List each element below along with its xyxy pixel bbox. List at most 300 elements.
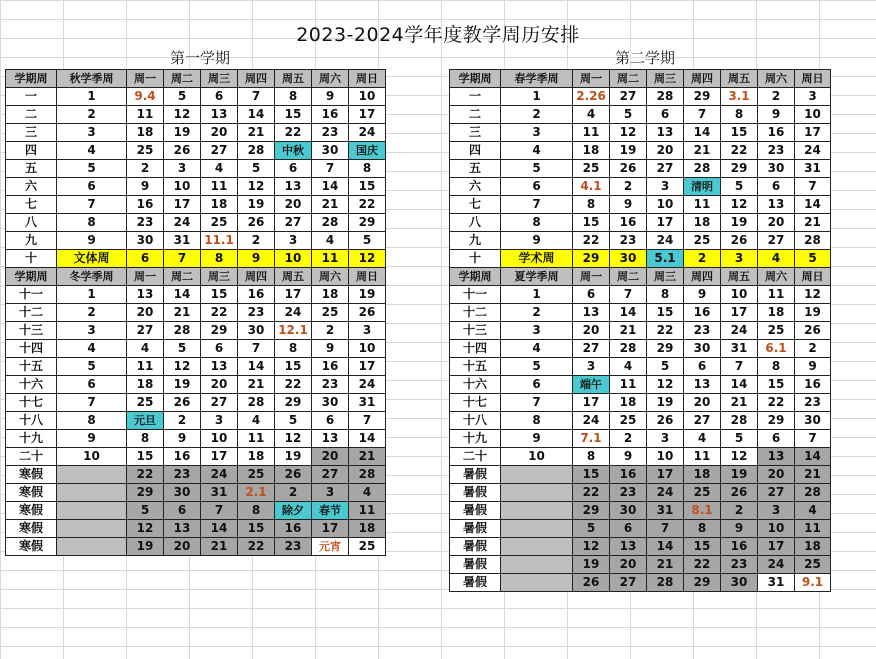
date-cell: 21 <box>312 196 349 214</box>
date-cell: 20 <box>201 376 238 394</box>
column-header: 周三 <box>647 268 684 286</box>
quarter-week-cell: 7 <box>57 196 127 214</box>
date-cell: 4.1 <box>573 178 610 196</box>
week-label: 十三 <box>450 322 501 340</box>
date-cell: 27 <box>201 142 238 160</box>
date-cell: 31 <box>795 160 831 178</box>
date-cell: 3 <box>275 232 312 250</box>
date-cell: 6 <box>758 178 795 196</box>
date-cell: 8 <box>275 340 312 358</box>
table-row <box>6 502 386 520</box>
date-cell: 5 <box>127 502 164 520</box>
quarter-week-cell <box>57 466 127 484</box>
date-cell: 元宵 <box>312 538 349 556</box>
date-cell: 14 <box>721 376 758 394</box>
date-cell: 12 <box>647 376 684 394</box>
date-cell: 12 <box>795 286 831 304</box>
date-cell: 12 <box>164 106 201 124</box>
date-cell: 20 <box>758 466 795 484</box>
week-label: 十七 <box>6 394 57 412</box>
date-cell: 22 <box>758 394 795 412</box>
date-cell: 5 <box>573 520 610 538</box>
table-row <box>450 412 831 430</box>
date-cell: 14 <box>610 304 647 322</box>
date-cell: 15 <box>127 448 164 466</box>
date-cell: 6 <box>201 88 238 106</box>
date-cell: 19 <box>610 142 647 160</box>
date-cell: 8 <box>721 106 758 124</box>
date-cell: 21 <box>795 214 831 232</box>
column-header: 周五 <box>275 70 312 88</box>
table-row <box>6 430 386 448</box>
table-row <box>450 394 831 412</box>
date-cell: 14 <box>312 178 349 196</box>
date-cell: 15 <box>201 286 238 304</box>
quarter-week-cell: 7 <box>501 196 573 214</box>
table-row <box>6 394 386 412</box>
date-cell: 7 <box>201 502 238 520</box>
date-cell: 26 <box>349 304 386 322</box>
date-cell: 23 <box>610 232 647 250</box>
column-header: 春学季周 <box>501 70 573 88</box>
date-cell: 21 <box>238 124 275 142</box>
table-row <box>6 214 386 232</box>
date-cell: 28 <box>795 484 831 502</box>
date-cell: 30 <box>610 250 647 268</box>
week-label: 寒假 <box>6 538 57 556</box>
quarter-week-cell: 1 <box>57 88 127 106</box>
week-label: 暑假 <box>450 520 501 538</box>
date-cell: 10 <box>349 340 386 358</box>
date-cell: 2.1 <box>238 484 275 502</box>
column-header: 周三 <box>647 70 684 88</box>
date-cell: 23 <box>758 142 795 160</box>
quarter-week-cell: 3 <box>57 124 127 142</box>
date-cell: 10 <box>201 430 238 448</box>
table-row <box>6 286 386 304</box>
quarter-week-cell: 7 <box>57 394 127 412</box>
date-cell: 14 <box>349 430 386 448</box>
quarter-week-cell <box>57 484 127 502</box>
date-cell: 16 <box>610 214 647 232</box>
date-cell: 18 <box>795 538 831 556</box>
quarter-week-cell: 1 <box>501 88 573 106</box>
date-cell: 29 <box>349 214 386 232</box>
date-cell: 12.1 <box>275 322 312 340</box>
table-row <box>450 484 831 502</box>
week-label: 四 <box>450 142 501 160</box>
date-cell: 19 <box>164 376 201 394</box>
date-cell: 26 <box>573 574 610 592</box>
date-cell: 17 <box>758 538 795 556</box>
date-cell: 9.1 <box>795 574 831 592</box>
date-cell: 17 <box>312 520 349 538</box>
week-label: 十七 <box>450 394 501 412</box>
date-cell: 23 <box>610 484 647 502</box>
date-cell: 21 <box>721 394 758 412</box>
week-label: 暑假 <box>450 538 501 556</box>
column-header: 周一 <box>573 70 610 88</box>
week-label: 五 <box>6 160 57 178</box>
quarter-week-cell: 6 <box>57 178 127 196</box>
date-cell: 27 <box>610 574 647 592</box>
week-label: 十九 <box>450 430 501 448</box>
date-cell: 18 <box>127 376 164 394</box>
quarter-week-cell <box>501 556 573 574</box>
date-cell: 4 <box>127 340 164 358</box>
date-cell: 26 <box>647 412 684 430</box>
date-cell: 31 <box>164 232 201 250</box>
date-cell: 28 <box>721 412 758 430</box>
quarter-week-cell: 5 <box>57 358 127 376</box>
quarter-week-cell: 3 <box>501 322 573 340</box>
date-cell: 11 <box>238 430 275 448</box>
date-cell: 13 <box>201 106 238 124</box>
date-cell: 25 <box>610 412 647 430</box>
date-cell: 17 <box>201 448 238 466</box>
date-cell: 27 <box>647 160 684 178</box>
date-cell: 7 <box>795 178 831 196</box>
date-cell: 11 <box>795 520 831 538</box>
quarter-week-cell: 9 <box>501 430 573 448</box>
date-cell: 7 <box>164 250 201 268</box>
date-cell: 4 <box>238 412 275 430</box>
date-cell: 10 <box>758 520 795 538</box>
date-cell: 27 <box>758 232 795 250</box>
quarter-week-cell: 文体周 <box>57 250 127 268</box>
week-label: 十二 <box>450 304 501 322</box>
table-row <box>450 88 831 106</box>
date-cell: 21 <box>795 466 831 484</box>
week-label: 十六 <box>450 376 501 394</box>
quarter-week-cell: 3 <box>57 322 127 340</box>
week-label: 二 <box>450 106 501 124</box>
date-cell: 5 <box>610 106 647 124</box>
date-cell: 31 <box>201 484 238 502</box>
quarter-week-cell: 6 <box>57 376 127 394</box>
column-header: 周二 <box>610 268 647 286</box>
date-cell: 13 <box>758 196 795 214</box>
date-cell: 5 <box>275 412 312 430</box>
date-cell: 12 <box>721 196 758 214</box>
date-cell: 7 <box>312 160 349 178</box>
date-cell: 15 <box>238 520 275 538</box>
date-cell: 7 <box>610 286 647 304</box>
table-row <box>450 340 831 358</box>
date-cell: 22 <box>238 538 275 556</box>
quarter-week-cell: 5 <box>501 358 573 376</box>
week-label: 十 <box>6 250 57 268</box>
date-cell: 6 <box>312 412 349 430</box>
date-cell: 28 <box>238 394 275 412</box>
date-cell: 26 <box>610 160 647 178</box>
week-label: 十四 <box>6 340 57 358</box>
date-cell: 8 <box>275 88 312 106</box>
date-cell: 5 <box>349 232 386 250</box>
date-cell: 2 <box>610 430 647 448</box>
date-cell: 端午 <box>573 376 610 394</box>
semester-1-title: 第一学期 <box>169 49 230 67</box>
date-cell: 8.1 <box>684 502 721 520</box>
quarter-week-cell: 2 <box>57 304 127 322</box>
date-cell: 2 <box>758 88 795 106</box>
date-cell: 9 <box>164 430 201 448</box>
date-cell: 7 <box>795 430 831 448</box>
column-header: 周二 <box>610 70 647 88</box>
column-header: 学期周 <box>450 70 501 88</box>
date-cell: 24 <box>349 376 386 394</box>
week-label: 七 <box>450 196 501 214</box>
table-row <box>450 466 831 484</box>
column-header: 周四 <box>238 268 275 286</box>
table-row <box>6 412 386 430</box>
table-row <box>450 520 831 538</box>
table-row <box>6 160 386 178</box>
week-label: 二 <box>6 106 57 124</box>
date-cell: 18 <box>349 520 386 538</box>
date-cell: 8 <box>201 250 238 268</box>
date-cell: 2 <box>275 484 312 502</box>
date-cell: 3 <box>201 412 238 430</box>
week-label: 九 <box>450 232 501 250</box>
column-header: 周三 <box>201 70 238 88</box>
date-cell: 12 <box>275 430 312 448</box>
week-label: 十九 <box>6 430 57 448</box>
date-cell: 25 <box>127 142 164 160</box>
date-cell: 9 <box>312 88 349 106</box>
table-row <box>450 142 831 160</box>
quarter-week-cell <box>501 484 573 502</box>
quarter-week-cell: 10 <box>501 448 573 466</box>
date-cell: 11 <box>684 196 721 214</box>
date-cell: 5 <box>795 250 831 268</box>
date-cell: 13 <box>684 376 721 394</box>
date-cell: 8 <box>684 520 721 538</box>
column-header: 夏学季周 <box>501 268 573 286</box>
date-cell: 3.1 <box>721 88 758 106</box>
date-cell: 22 <box>275 124 312 142</box>
date-cell: 28 <box>349 466 386 484</box>
date-cell: 5 <box>647 358 684 376</box>
date-cell: 9 <box>312 340 349 358</box>
date-cell: 16 <box>758 124 795 142</box>
week-label: 十三 <box>6 322 57 340</box>
semester-1-calendar-table <box>5 69 386 556</box>
table-row <box>450 232 831 250</box>
date-cell: 5 <box>164 88 201 106</box>
date-cell: 30 <box>312 142 349 160</box>
date-cell: 19 <box>795 304 831 322</box>
date-cell: 17 <box>349 106 386 124</box>
header-row <box>6 268 386 286</box>
date-cell: 国庆 <box>349 142 386 160</box>
date-cell: 8 <box>349 160 386 178</box>
date-cell: 10 <box>795 106 831 124</box>
table-row <box>450 178 831 196</box>
date-cell: 27 <box>312 466 349 484</box>
date-cell: 23 <box>238 304 275 322</box>
date-cell: 2 <box>127 160 164 178</box>
date-cell: 30 <box>312 394 349 412</box>
date-cell: 22 <box>201 304 238 322</box>
date-cell: 15 <box>684 538 721 556</box>
date-cell: 27 <box>610 88 647 106</box>
date-cell: 28 <box>647 88 684 106</box>
date-cell: 31 <box>349 394 386 412</box>
date-cell: 22 <box>349 196 386 214</box>
date-cell: 29 <box>684 574 721 592</box>
date-cell: 9 <box>238 250 275 268</box>
date-cell: 4 <box>201 160 238 178</box>
date-cell: 22 <box>647 322 684 340</box>
date-cell: 3 <box>647 430 684 448</box>
date-cell: 22 <box>573 232 610 250</box>
date-cell: 28 <box>164 322 201 340</box>
date-cell: 13 <box>127 286 164 304</box>
date-cell: 3 <box>573 358 610 376</box>
date-cell: 18 <box>201 196 238 214</box>
date-cell: 7 <box>349 412 386 430</box>
date-cell: 19 <box>127 538 164 556</box>
date-cell: 25 <box>795 556 831 574</box>
date-cell: 2 <box>164 412 201 430</box>
date-cell: 29 <box>201 322 238 340</box>
week-label: 暑假 <box>450 466 501 484</box>
date-cell: 10 <box>275 250 312 268</box>
quarter-week-cell: 8 <box>57 412 127 430</box>
date-cell: 21 <box>684 142 721 160</box>
quarter-week-cell: 学术周 <box>501 250 573 268</box>
date-cell: 26 <box>164 394 201 412</box>
date-cell: 31 <box>647 502 684 520</box>
date-cell: 24 <box>647 232 684 250</box>
date-cell: 6 <box>647 106 684 124</box>
date-cell: 29 <box>127 484 164 502</box>
column-header: 周二 <box>164 268 201 286</box>
date-cell: 28 <box>684 160 721 178</box>
date-cell: 7 <box>721 358 758 376</box>
week-label: 十一 <box>6 286 57 304</box>
date-cell: 9 <box>127 178 164 196</box>
date-cell: 17 <box>795 124 831 142</box>
date-cell: 4 <box>684 430 721 448</box>
quarter-week-cell: 2 <box>501 106 573 124</box>
column-header: 周六 <box>758 70 795 88</box>
date-cell: 18 <box>610 394 647 412</box>
table-row <box>6 250 386 268</box>
date-cell: 27 <box>201 394 238 412</box>
date-cell: 22 <box>684 556 721 574</box>
column-header: 周六 <box>312 70 349 88</box>
table-row <box>6 448 386 466</box>
date-cell: 25 <box>684 232 721 250</box>
date-cell: 8 <box>573 448 610 466</box>
date-cell: 23 <box>795 394 831 412</box>
table-row <box>450 196 831 214</box>
date-cell: 24 <box>201 466 238 484</box>
date-cell: 22 <box>573 484 610 502</box>
date-cell: 29 <box>573 250 610 268</box>
date-cell: 21 <box>238 376 275 394</box>
date-cell: 11 <box>201 178 238 196</box>
week-label: 六 <box>450 178 501 196</box>
column-header: 周五 <box>721 70 758 88</box>
date-cell: 12 <box>573 538 610 556</box>
date-cell: 19 <box>721 466 758 484</box>
date-cell: 18 <box>758 304 795 322</box>
date-cell: 清明 <box>684 178 721 196</box>
date-cell: 10 <box>164 178 201 196</box>
date-cell: 15 <box>573 466 610 484</box>
date-cell: 6.1 <box>758 340 795 358</box>
table-row <box>6 376 386 394</box>
column-header: 周四 <box>684 268 721 286</box>
date-cell: 23 <box>684 322 721 340</box>
date-cell: 18 <box>684 214 721 232</box>
date-cell: 8 <box>758 358 795 376</box>
date-cell: 24 <box>164 214 201 232</box>
date-cell: 25 <box>573 160 610 178</box>
date-cell: 25 <box>201 214 238 232</box>
date-cell: 28 <box>647 574 684 592</box>
date-cell: 11 <box>684 448 721 466</box>
table-row <box>450 358 831 376</box>
table-row <box>450 448 831 466</box>
week-label: 暑假 <box>450 502 501 520</box>
quarter-week-cell: 8 <box>501 412 573 430</box>
date-cell: 28 <box>238 142 275 160</box>
quarter-week-cell: 1 <box>501 286 573 304</box>
date-cell: 20 <box>573 322 610 340</box>
date-cell: 19 <box>573 556 610 574</box>
date-cell: 12 <box>164 358 201 376</box>
date-cell: 除夕 <box>275 502 312 520</box>
date-cell: 17 <box>647 214 684 232</box>
date-cell: 23 <box>275 538 312 556</box>
page-title: 2023-2024学年度教学周历安排 <box>296 24 580 46</box>
date-cell: 19 <box>275 448 312 466</box>
date-cell: 25 <box>684 484 721 502</box>
date-cell: 15 <box>275 358 312 376</box>
week-label: 十五 <box>6 358 57 376</box>
date-cell: 24 <box>647 484 684 502</box>
date-cell: 14 <box>795 448 831 466</box>
date-cell: 4 <box>795 502 831 520</box>
quarter-week-cell <box>501 466 573 484</box>
date-cell: 12 <box>238 178 275 196</box>
date-cell: 21 <box>349 448 386 466</box>
date-cell: 30 <box>684 340 721 358</box>
week-label: 五 <box>450 160 501 178</box>
date-cell: 16 <box>312 106 349 124</box>
quarter-week-cell: 7 <box>501 394 573 412</box>
date-cell: 24 <box>721 322 758 340</box>
date-cell: 22 <box>127 466 164 484</box>
date-cell: 13 <box>758 448 795 466</box>
column-header: 周四 <box>684 70 721 88</box>
table-row <box>450 556 831 574</box>
column-header: 周一 <box>127 70 164 88</box>
date-cell: 13 <box>275 178 312 196</box>
date-cell: 17 <box>647 466 684 484</box>
week-label: 四 <box>6 142 57 160</box>
table-row <box>450 286 831 304</box>
column-header: 周日 <box>349 268 386 286</box>
date-cell: 3 <box>795 88 831 106</box>
date-cell: 20 <box>275 196 312 214</box>
date-cell: 6 <box>164 502 201 520</box>
column-header: 周一 <box>127 268 164 286</box>
